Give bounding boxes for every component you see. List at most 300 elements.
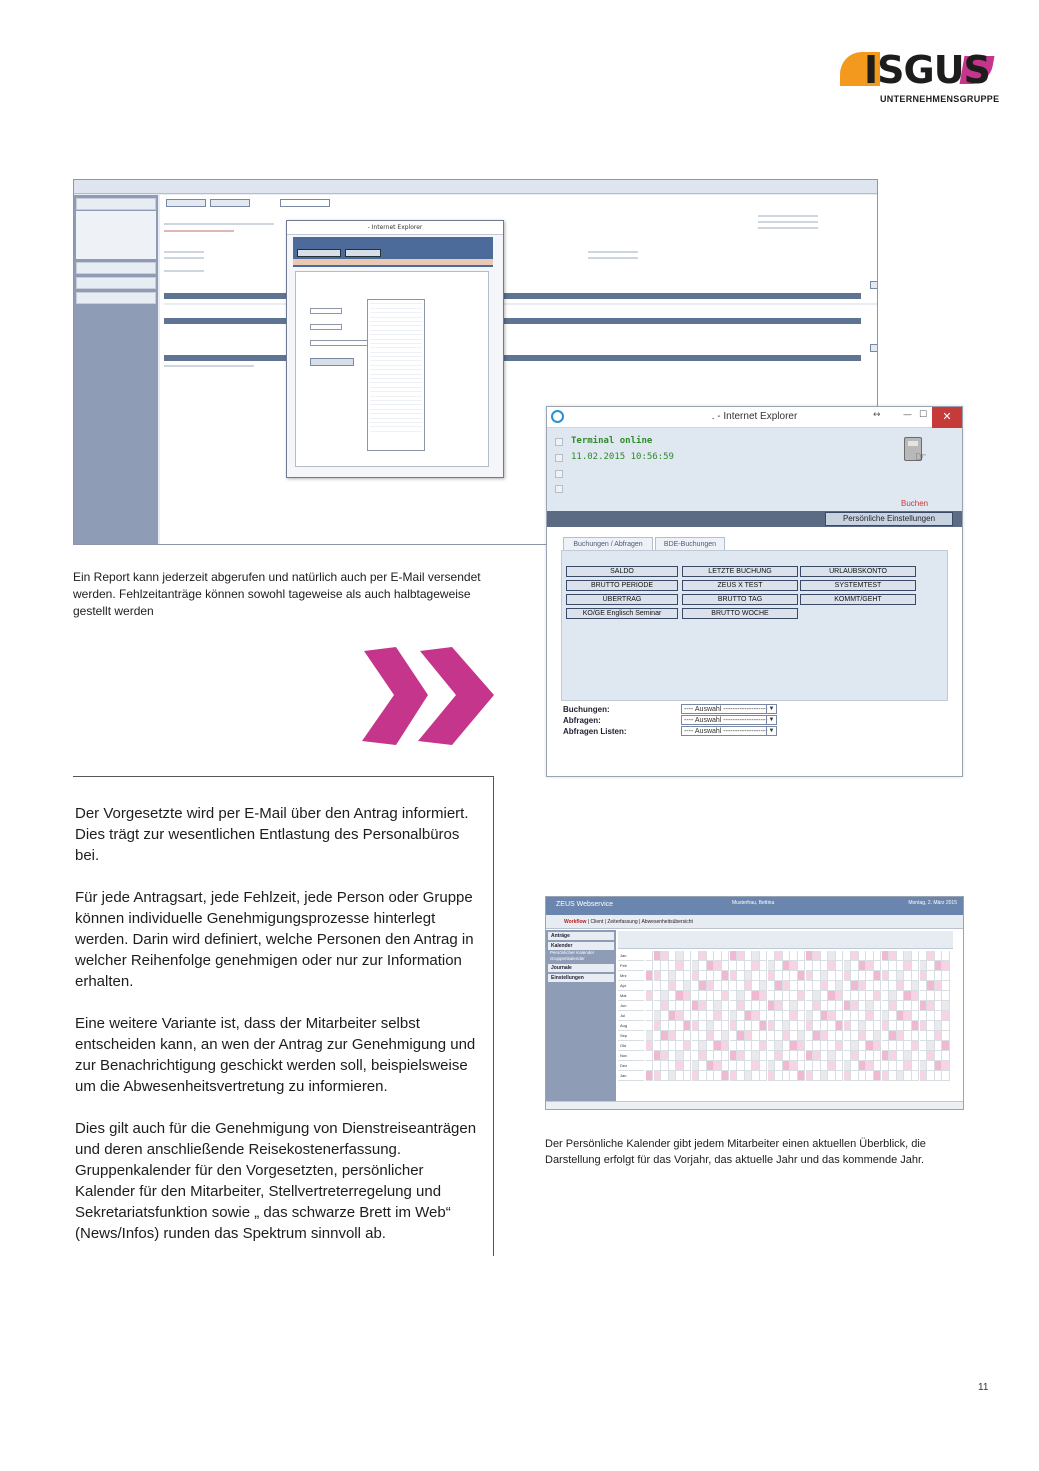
calendar-day-cell <box>813 1051 820 1061</box>
calendar-day-cell <box>935 1031 942 1041</box>
calendar-day-cell <box>828 961 835 971</box>
calendar-day-cell <box>760 961 767 971</box>
caption-report: Ein Report kann jederzeit abgerufen und natürlich auch per E-Mail versendet werden. Fehlzeitanträge können sowohl tageweise als auch halbtageweise gestellt werden <box>73 570 481 618</box>
calendar-day-cell <box>828 1071 835 1081</box>
calendar-month-label: Nov <box>618 1051 644 1061</box>
ss1-section-bar <box>164 293 861 299</box>
calendar-day-cell <box>684 1031 691 1041</box>
calendar-day-cell <box>714 1021 721 1031</box>
calendar-day-cell <box>859 991 866 1001</box>
calendar-day-cell <box>783 1031 790 1041</box>
calendar-day-cell <box>828 1041 835 1051</box>
calendar-day-cell <box>676 1011 683 1021</box>
calendar-day-cell <box>851 951 858 961</box>
ss1-date-to <box>310 324 342 330</box>
calendar-day-cell <box>646 981 653 991</box>
calendar-day-cell <box>882 1061 889 1071</box>
ss1-field <box>310 340 370 346</box>
calendar-day-cell <box>866 1061 873 1071</box>
calendar-day-cell <box>790 1061 797 1071</box>
calendar-day-cell <box>920 981 927 991</box>
calendar-day-cell <box>790 1001 797 1011</box>
calendar-day-cell <box>707 1001 714 1011</box>
calendar-day-cell <box>942 981 949 991</box>
calendar-day-cell <box>866 1071 873 1081</box>
screenshot-personal-calendar <box>545 896 964 1110</box>
calendar-day-cell <box>684 1061 691 1071</box>
calendar-day-cell <box>654 1041 661 1051</box>
ss1-dialog-cancel-button <box>345 249 381 257</box>
calendar-day-cell <box>904 961 911 971</box>
calendar-day-cell <box>692 1041 699 1051</box>
calendar-day-cell <box>836 951 843 961</box>
calendar-day-cell <box>669 981 676 991</box>
calendar-day-cell <box>775 951 782 961</box>
calendar-day-cell <box>859 1071 866 1081</box>
calendar-day-cell <box>920 1001 927 1011</box>
ss1-line <box>758 227 818 229</box>
calendar-day-cell <box>646 991 653 1001</box>
ss1-sidebar-header <box>76 262 156 274</box>
calendar-day-cell <box>752 991 759 1001</box>
calendar-day-cell <box>669 1001 676 1011</box>
calendar-day-cell <box>699 1011 706 1021</box>
calendar-day-cell <box>935 951 942 961</box>
calendar-day-cell <box>798 961 805 971</box>
calendar-day-cell <box>745 1051 752 1061</box>
calendar-day-cell <box>821 951 828 961</box>
calendar-day-cell <box>844 951 851 961</box>
calendar-day-cell <box>783 961 790 971</box>
calendar-day-cell <box>874 951 881 961</box>
calendar-day-cell <box>790 1051 797 1061</box>
ss1-request-button <box>210 199 250 207</box>
calendar-month-label: Jan <box>618 1071 644 1081</box>
calendar-month-label: Okt <box>618 1041 644 1051</box>
calendar-day-cell <box>798 1051 805 1061</box>
calendar-day-cell <box>654 961 661 971</box>
calendar-day-cell <box>676 1071 683 1081</box>
calendar-day-cell <box>684 971 691 981</box>
calendar-day-cell <box>760 981 767 991</box>
calendar-day-cell <box>889 1001 896 1011</box>
calendar-day-cell <box>813 971 820 981</box>
calendar-day-cell <box>935 1051 942 1061</box>
calendar-day-cell <box>813 1031 820 1041</box>
calendar-day-cell <box>806 981 813 991</box>
calendar-day-cell <box>904 1021 911 1031</box>
calendar-day-cell <box>912 1031 919 1041</box>
calendar-day-cell <box>942 991 949 1001</box>
ss3-nav <box>546 915 963 929</box>
calendar-day-cell <box>722 1061 729 1071</box>
calendar-day-cell <box>737 1011 744 1021</box>
calendar-month-label: Jan <box>618 951 644 961</box>
calendar-day-cell <box>752 1031 759 1041</box>
ss3-filter-bar <box>618 931 953 949</box>
calendar-day-cell <box>798 991 805 1001</box>
ss1-sidebar <box>74 195 158 544</box>
ss2-titlebar <box>547 407 962 428</box>
calendar-day-cell <box>942 1041 949 1051</box>
calendar-day-cell <box>760 1041 767 1051</box>
calendar-day-cell <box>790 981 797 991</box>
ss2-settings-band <box>547 511 962 527</box>
calendar-day-cell <box>768 951 775 961</box>
close-icon: ✕ <box>932 407 962 428</box>
calendar-day-cell <box>874 1011 881 1021</box>
calendar-day-cell <box>699 991 706 1001</box>
zeus-x-test-button: ZEUS X TEST <box>682 580 798 591</box>
calendar-day-cell <box>836 981 843 991</box>
calendar-day-cell <box>935 991 942 1001</box>
calendar-day-cell <box>912 991 919 1001</box>
calendar-day-cell <box>806 1051 813 1061</box>
calendar-day-cell <box>730 1051 737 1061</box>
calendar-day-cell <box>844 1071 851 1081</box>
calendar-day-cell <box>851 1011 858 1021</box>
calendar-day-cell <box>699 1051 706 1061</box>
calendar-day-cell <box>760 991 767 1001</box>
calendar-day-cell <box>692 1011 699 1021</box>
ss1-apply-button <box>310 358 354 366</box>
calendar-day-cell <box>790 1031 797 1041</box>
calendar-day-cell <box>654 1001 661 1011</box>
calendar-day-cell <box>942 1071 949 1081</box>
calendar-day-cell <box>737 981 744 991</box>
calendar-day-cell <box>882 1001 889 1011</box>
calendar-day-cell <box>874 981 881 991</box>
ss3-sidebar-header: Einstellungen <box>548 974 614 982</box>
calendar-day-cell <box>942 1021 949 1031</box>
calendar-day-cell <box>942 1001 949 1011</box>
calendar-day-cell <box>844 1011 851 1021</box>
ss1-line <box>164 257 204 259</box>
calendar-day-cell <box>714 1041 721 1051</box>
calendar-day-cell <box>768 1041 775 1051</box>
calendar-day-cell <box>821 1011 828 1021</box>
calendar-day-cell <box>935 1061 942 1071</box>
calendar-day-cell <box>768 1021 775 1031</box>
calendar-day-cell <box>935 1021 942 1031</box>
calendar-day-cell <box>927 1021 934 1031</box>
calendar-day-cell <box>790 1011 797 1021</box>
calendar-day-cell <box>866 971 873 981</box>
calendar-day-cell <box>722 1071 729 1081</box>
calendar-day-cell <box>889 971 896 981</box>
buchungen-select-value: ---- Auswahl ------------------- <box>684 706 768 713</box>
calendar-day-cell <box>730 961 737 971</box>
calendar-day-cell <box>654 1061 661 1071</box>
calendar-day-cell <box>828 951 835 961</box>
calendar-day-cell <box>737 1031 744 1041</box>
calendar-day-cell <box>768 971 775 981</box>
calendar-day-cell <box>882 1011 889 1021</box>
calendar-day-cell <box>646 1071 653 1081</box>
calendar-day-cell <box>654 1031 661 1041</box>
calendar-day-cell <box>745 1061 752 1071</box>
ss3-sidebar <box>546 930 616 1110</box>
resize-icon: ↔ <box>873 410 881 420</box>
calendar-day-cell <box>783 1071 790 1081</box>
calendar-day-cell <box>874 1051 881 1061</box>
calendar-day-cell <box>775 1011 782 1021</box>
calendar-day-cell <box>692 961 699 971</box>
calendar-day-cell <box>714 1061 721 1071</box>
calendar-day-cell <box>920 951 927 961</box>
calendar-day-cell <box>798 951 805 961</box>
calendar-day-cell <box>669 1051 676 1061</box>
ss1-save-button <box>166 199 206 207</box>
calendar-day-cell <box>866 991 873 1001</box>
calendar-day-cell <box>676 1041 683 1051</box>
buchungen-label: Buchungen: <box>563 705 610 714</box>
calendar-day-cell <box>752 1021 759 1031</box>
calendar-day-cell <box>806 961 813 971</box>
ss1-delete-button <box>870 344 878 352</box>
calendar-day-cell <box>828 1021 835 1031</box>
calendar-day-cell <box>844 971 851 981</box>
ss3-sidebar-link: Gruppenkalender <box>550 956 585 961</box>
list-item <box>370 427 422 431</box>
ss1-section-bar <box>164 318 861 324</box>
calendar-day-cell <box>851 971 858 981</box>
body-paragraph: Eine weitere Variante ist, dass der Mitarbeiter selbst entscheiden kann, an wen der Antrag zur Genehmigung und zur Benachrichtigung geschickt werden soll, beispielsweise um die Abwesenheitsvertretung zu informieren. <box>75 1015 476 1095</box>
ss1-line <box>164 251 204 253</box>
calendar-day-cell <box>859 1011 866 1021</box>
calendar-day-cell <box>821 991 828 1001</box>
calendar-day-cell <box>730 1071 737 1081</box>
calendar-day-cell <box>676 1061 683 1071</box>
calendar-day-cell <box>882 1041 889 1051</box>
calendar-day-cell <box>882 971 889 981</box>
calendar-day-cell <box>912 1071 919 1081</box>
calendar-day-cell <box>882 961 889 971</box>
calendar-day-cell <box>676 1021 683 1031</box>
calendar-day-cell <box>806 1011 813 1021</box>
calendar-day-cell <box>768 1001 775 1011</box>
calendar-day-cell <box>935 981 942 991</box>
calendar-day-cell <box>828 1001 835 1011</box>
calendar-day-cell <box>821 1041 828 1051</box>
calendar-day-cell <box>722 1021 729 1031</box>
double-chevron-icon <box>360 645 496 747</box>
calendar-day-cell <box>692 951 699 961</box>
calendar-day-cell <box>722 951 729 961</box>
calendar-day-cell <box>904 1031 911 1041</box>
calendar-day-cell <box>669 1071 676 1081</box>
calendar-day-cell <box>661 961 668 971</box>
calendar-day-cell <box>935 1001 942 1011</box>
calendar-day-cell <box>927 951 934 961</box>
calendar-day-cell <box>806 951 813 961</box>
calendar-day-cell <box>775 1001 782 1011</box>
abfragen-listen-select <box>681 726 777 736</box>
calendar-day-cell <box>813 1061 820 1071</box>
calendar-day-cell <box>897 1071 904 1081</box>
calendar-day-cell <box>882 951 889 961</box>
calendar-day-cell <box>927 991 934 1001</box>
calendar-day-cell <box>813 951 820 961</box>
calendar-day-cell <box>882 1021 889 1031</box>
calendar-day-cell <box>920 1021 927 1031</box>
calendar-day-cell <box>707 991 714 1001</box>
calendar-day-cell <box>775 1031 782 1041</box>
calendar-day-cell <box>707 1011 714 1021</box>
calendar-day-cell <box>904 1041 911 1051</box>
calendar-day-cell <box>897 1041 904 1051</box>
calendar-day-cell <box>859 961 866 971</box>
ss1-line <box>164 270 204 272</box>
kommt-geht-button: KOMMT/GEHT <box>800 594 916 605</box>
calendar-day-cell <box>722 1051 729 1061</box>
calendar-day-cell <box>775 1051 782 1061</box>
ss2-checkbox <box>555 438 563 446</box>
calendar-day-cell <box>844 991 851 1001</box>
calendar-day-cell <box>730 1041 737 1051</box>
calendar-day-cell <box>783 1061 790 1071</box>
calendar-day-cell <box>707 1071 714 1081</box>
calendar-day-cell <box>798 1011 805 1021</box>
ss1-topbar <box>74 180 877 194</box>
calendar-day-cell <box>935 1071 942 1081</box>
calendar-day-cell <box>692 971 699 981</box>
calendar-day-cell <box>942 1031 949 1041</box>
chevron-down-icon: ▼ <box>766 705 776 713</box>
calendar-day-cell <box>882 1031 889 1041</box>
calendar-day-cell <box>714 1001 721 1011</box>
calendar-day-cell <box>897 1031 904 1041</box>
calendar-month-label: Sep <box>618 1031 644 1041</box>
calendar-day-cell <box>828 1061 835 1071</box>
calendar-day-cell <box>821 1051 828 1061</box>
calendar-day-cell <box>722 981 729 991</box>
calendar-day-cell <box>760 1011 767 1021</box>
calendar-day-cell <box>844 1041 851 1051</box>
calendar-day-cell <box>806 1021 813 1031</box>
calendar-month-label: Jun <box>618 1001 644 1011</box>
calendar-day-cell <box>684 1071 691 1081</box>
body-paragraph: Für jede Antragsart, jede Fehlzeit, jede Person oder Gruppe können individuelle Genehmigungsprozesse hinterlegt werden. Darin wird definiert, welche Personen den Antrag in welcher Reihenfolge genehmigen oder nur zur Information erhalten. <box>75 889 474 990</box>
calendar-day-cell <box>707 1031 714 1041</box>
urlaubskonto-button: URLAUBSKONTO <box>800 566 916 577</box>
calendar-day-cell <box>692 1071 699 1081</box>
calendar-day-cell <box>828 971 835 981</box>
calendar-day-cell <box>889 991 896 1001</box>
calendar-day-cell <box>699 971 706 981</box>
calendar-day-cell <box>828 981 835 991</box>
calendar-day-cell <box>790 951 797 961</box>
ss1-dialog-title: - Internet Explorer <box>287 221 503 235</box>
calendar-day-cell <box>798 1001 805 1011</box>
calendar-day-cell <box>783 971 790 981</box>
calendar-day-cell <box>798 1021 805 1031</box>
chevron-right-shape <box>418 647 494 745</box>
calendar-day-cell <box>760 951 767 961</box>
calendar-day-cell <box>882 1051 889 1061</box>
calendar-day-cell <box>745 951 752 961</box>
calendar-day-cell <box>707 1061 714 1071</box>
calendar-day-cell <box>699 1021 706 1031</box>
calendar-day-cell <box>684 961 691 971</box>
calendar-day-cell <box>676 991 683 1001</box>
calendar-day-cell <box>707 951 714 961</box>
calendar-day-cell <box>783 1001 790 1011</box>
calendar-day-cell <box>669 1031 676 1041</box>
calendar-day-cell <box>942 951 949 961</box>
saldo-button: SALDO <box>566 566 678 577</box>
calendar-day-cell <box>904 1051 911 1061</box>
ss1-line <box>164 223 274 225</box>
page-number: 11 <box>978 1382 989 1393</box>
calendar-day-cell <box>730 1061 737 1071</box>
calendar-day-cell <box>752 1061 759 1071</box>
calendar-day-cell <box>669 971 676 981</box>
calendar-day-cell <box>935 1011 942 1021</box>
calendar-day-cell <box>851 1051 858 1061</box>
ss1-sidebar-link <box>76 253 156 259</box>
calendar-day-cell <box>790 1021 797 1031</box>
calendar-day-cell <box>737 1071 744 1081</box>
calendar-day-cell <box>783 991 790 1001</box>
calendar-day-cell <box>692 981 699 991</box>
calendar-day-cell <box>676 1031 683 1041</box>
calendar-day-cell <box>684 1051 691 1061</box>
calendar-day-cell <box>904 1011 911 1021</box>
calendar-day-cell <box>889 961 896 971</box>
calendar-day-cell <box>783 1041 790 1051</box>
calendar-day-cell <box>889 1071 896 1081</box>
ss1-line <box>588 251 638 253</box>
ss1-line <box>758 221 818 223</box>
calendar-day-cell <box>783 1021 790 1031</box>
calendar-day-cell <box>684 1011 691 1021</box>
ss1-absence-button <box>870 281 878 289</box>
calendar-day-cell <box>692 991 699 1001</box>
calendar-day-cell <box>654 971 661 981</box>
calendar-day-cell <box>684 991 691 1001</box>
calendar-day-cell <box>874 1021 881 1031</box>
calendar-day-cell <box>882 991 889 1001</box>
calendar-day-cell <box>768 1071 775 1081</box>
ss1-sidebar-header <box>76 198 156 210</box>
calendar-day-cell <box>813 1011 820 1021</box>
calendar-day-cell <box>851 1041 858 1051</box>
calendar-day-cell <box>760 1071 767 1081</box>
ss1-date-from <box>310 308 342 314</box>
calendar-day-cell <box>859 1051 866 1061</box>
calendar-day-cell <box>760 971 767 981</box>
calendar-day-cell <box>927 1041 934 1051</box>
calendar-day-cell <box>692 1001 699 1011</box>
calendar-day-cell <box>684 1021 691 1031</box>
calendar-day-cell <box>714 1011 721 1021</box>
calendar-day-cell <box>699 1031 706 1041</box>
calendar-day-cell <box>851 981 858 991</box>
chevron-down-icon: ▼ <box>766 716 776 724</box>
ss1-line <box>164 303 878 305</box>
calendar-month-label: Jul <box>618 1011 644 1021</box>
calendar-day-cell <box>859 981 866 991</box>
terminal-datetime: 11.02.2015 10:56:59 <box>571 452 674 462</box>
calendar-day-cell <box>806 1041 813 1051</box>
calendar-day-cell <box>752 1001 759 1011</box>
calendar-day-cell <box>714 981 721 991</box>
tab-buchungen-abfragen: Buchungen / Abfragen <box>563 537 653 551</box>
calendar-day-cell <box>836 1021 843 1031</box>
abfragen-listen-label: Abfragen Listen: <box>563 727 627 736</box>
ss1-sidebar-header <box>76 292 156 304</box>
